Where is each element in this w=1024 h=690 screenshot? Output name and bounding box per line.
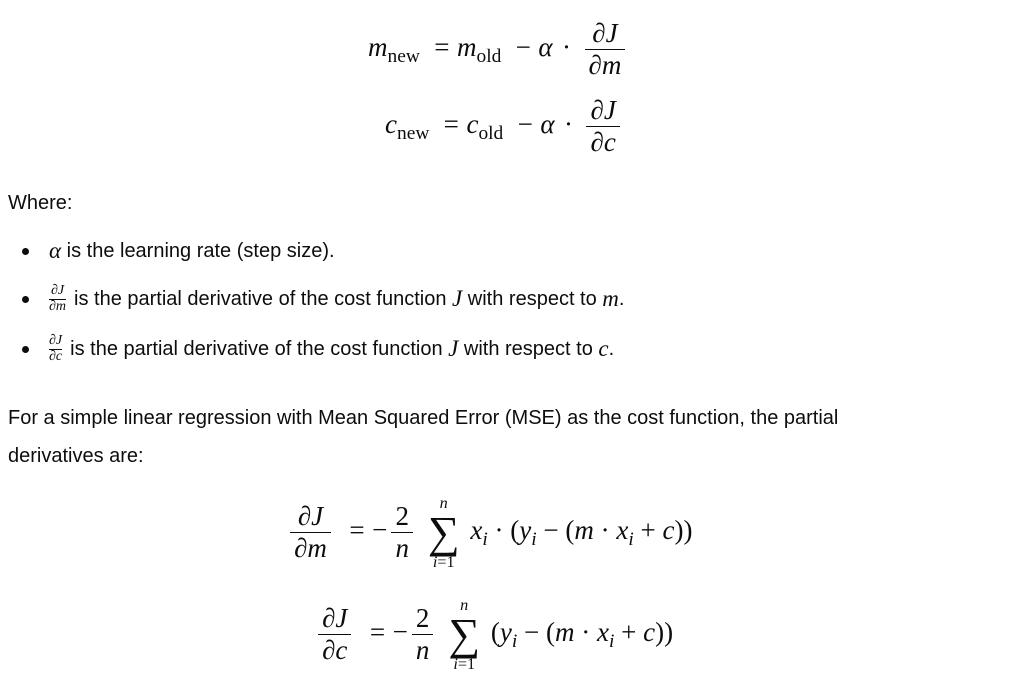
alpha-symbol: α xyxy=(540,108,555,139)
period: . xyxy=(608,337,615,360)
minus-sign: − xyxy=(372,514,388,545)
var-c: c xyxy=(466,108,479,139)
inline-fraction-dJ-dc xyxy=(49,334,62,364)
summand: $(y_i - (m \cdot x_i + c))$ xyxy=(490,616,674,652)
list-item-text: with respect to xyxy=(462,287,603,310)
mse-paragraph xyxy=(8,399,838,475)
list-item-text: is the partial derivative of the cost function xyxy=(74,287,453,310)
equation-m-update xyxy=(368,18,629,81)
equals-sign: = xyxy=(443,108,459,139)
fraction-numerator: ∂J xyxy=(592,18,618,48)
equals-sign: = xyxy=(369,616,386,647)
subscript-new: new xyxy=(387,45,420,67)
bullet-dot xyxy=(22,346,29,353)
sum-upper-limit: n xyxy=(460,596,469,614)
equation-dJ-dc xyxy=(314,597,673,672)
fraction-numerator: ∂J xyxy=(322,602,348,633)
fraction-denominator: n xyxy=(412,634,434,666)
equation-c-update xyxy=(385,95,624,158)
list-item-text: with respect to xyxy=(458,337,599,360)
fraction-denominator: ∂m xyxy=(290,532,331,564)
minus-sign: − xyxy=(392,616,408,647)
subscript-old: old xyxy=(478,122,504,144)
fraction-dJ-dc xyxy=(318,603,351,666)
list-item-text: is the partial derivative of the cost function xyxy=(70,337,449,360)
paragraph-line-2: derivatives are: xyxy=(8,445,144,467)
var-J: J xyxy=(448,336,459,362)
var-m: m xyxy=(456,31,477,62)
equation-dJ-dm xyxy=(286,495,692,570)
fraction-numerator: ∂J xyxy=(49,333,63,348)
bullet-dot xyxy=(22,296,29,303)
fraction-2-over-n xyxy=(412,603,434,666)
var-m: m xyxy=(368,31,388,62)
subscript-new: new xyxy=(396,122,430,144)
fraction-numerator: ∂J xyxy=(590,95,616,125)
period: . xyxy=(618,287,625,310)
fraction-dJ-dm xyxy=(290,501,331,564)
fraction-denominator: n xyxy=(391,532,413,564)
sum-upper-limit: n xyxy=(439,494,448,512)
inline-fraction-dJ-dm xyxy=(49,284,66,314)
where-label: Where: xyxy=(8,192,73,214)
summand: $x_i \cdot (y_i - (m \cdot x_i + c))$ xyxy=(470,514,693,550)
sigma-icon: ∑ xyxy=(427,507,460,558)
cdot: · xyxy=(562,31,572,62)
fraction-denominator: ∂c xyxy=(586,126,619,158)
fraction-denominator: ∂m xyxy=(49,298,67,314)
bullet-dot xyxy=(22,248,29,255)
fraction-numerator: ∂J xyxy=(297,500,324,531)
minus-sign: − xyxy=(517,108,533,139)
summation xyxy=(428,495,460,570)
list-item-dJ-dc xyxy=(22,334,614,364)
fraction-dJ-dm xyxy=(585,18,626,81)
fraction-numerator: 2 xyxy=(415,602,430,633)
var-c: c xyxy=(385,108,397,139)
sum-index: i xyxy=(432,552,438,571)
alpha-symbol: α xyxy=(538,31,553,62)
list-item-learning-rate xyxy=(22,238,335,264)
list-item-text: is the learning rate (step size). xyxy=(61,239,335,262)
fraction-numerator: ∂J xyxy=(50,283,65,298)
list-item-dJ-dm xyxy=(22,284,624,314)
equals-sign: = xyxy=(434,31,450,62)
summation xyxy=(448,597,480,672)
fraction-denominator: ∂c xyxy=(318,634,351,666)
alpha-symbol: α xyxy=(49,238,62,263)
subscript-old: old xyxy=(476,45,502,67)
minus-sign: − xyxy=(515,31,531,62)
fraction-2-over-n xyxy=(391,501,413,564)
fraction-dJ-dc xyxy=(586,95,619,158)
var-c: c xyxy=(598,336,609,362)
sigma-icon: ∑ xyxy=(448,609,481,660)
fraction-denominator: ∂m xyxy=(585,49,626,81)
cdot: · xyxy=(563,108,573,139)
fraction-numerator: 2 xyxy=(395,500,409,531)
sum-lower-limit: =1 xyxy=(437,552,455,571)
var-m: m xyxy=(602,286,619,312)
paragraph-line-1: For a simple linear regression with Mean Squared Error (MSE) as the cost function, the partial xyxy=(8,407,839,429)
equals-sign: = xyxy=(349,514,365,545)
fraction-denominator: ∂c xyxy=(49,348,63,364)
sum-index: i xyxy=(453,654,458,673)
sum-lower-limit: =1 xyxy=(457,654,476,673)
var-J: J xyxy=(452,286,463,312)
